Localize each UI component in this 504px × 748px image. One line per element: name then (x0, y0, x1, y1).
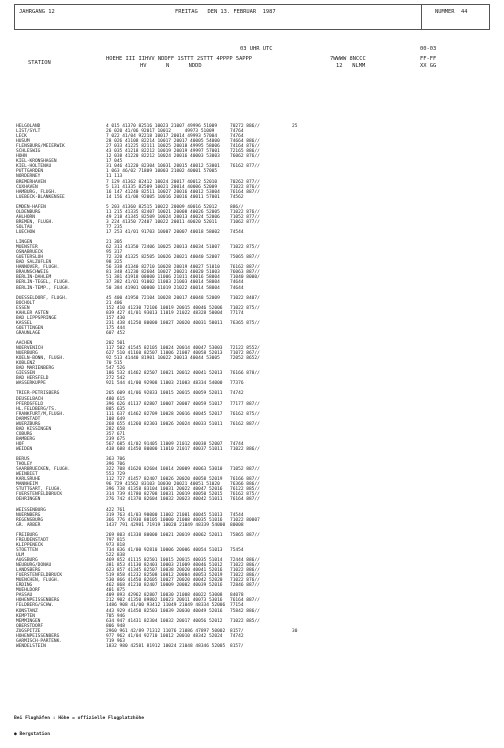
extra-codes: 74742 (230, 391, 244, 397)
extra-codes: 74562 (230, 194, 244, 200)
year-label: JAHRGANG 12 (19, 9, 55, 15)
station-name: BAD KISSINGEN (16, 426, 52, 432)
extra-codes: 76063 887// (230, 270, 260, 276)
observation-codes: 112 727 41457 82407 10026 20020 40058 52019 (106, 477, 223, 483)
observation-codes: 627 510 41160 82507 11006 21007 40058 52013 (106, 351, 223, 357)
extra-codes: 71072 867// (230, 351, 260, 357)
period-code: 00-03 (420, 46, 437, 52)
observation-codes: 77 235 (106, 224, 123, 230)
station-name: WENDELSTEIN (16, 643, 46, 649)
extra-codes: 71022 875// (230, 245, 260, 251)
observation-codes: 157 430 (106, 315, 125, 321)
station-name: REGENSBURG (16, 517, 44, 523)
observation-codes: 469 852 41115 82501 10015 20015 40035 51014 (106, 558, 223, 564)
extra-codes: 74544 (230, 229, 244, 235)
station-name: GARMISCH-PARTENK. (16, 638, 63, 644)
observation-codes: 265 609 41/06 92833 10015 20015 40059 52011 (106, 391, 223, 397)
extra-codes: 76164 887// (230, 598, 260, 604)
extra-codes: 75842 886// (230, 608, 260, 614)
observation-codes: 62 313 41350 72406 10025 20013 40034 51007 (106, 245, 220, 251)
station-name: ESSEN (16, 305, 30, 311)
station-name: MUENSTER (16, 245, 38, 251)
station-name: LANDSBERG (16, 568, 41, 574)
observation-codes: 314 739 41780 82708 10031 20019 40050 52015 (106, 492, 223, 498)
extra-codes: 75454 (230, 547, 244, 553)
extra-codes: 76162 875// (230, 492, 260, 498)
observation-codes: 31 046 41220 82304 10031 20015 40012 53001 (106, 164, 220, 170)
observation-codes: 56 338 41340 82710 10028 20019 40027 51010 (106, 265, 220, 271)
extra-codes: 74544 (230, 512, 244, 518)
table-row (14, 644, 490, 649)
station-name: WEISSENBURG (16, 507, 46, 513)
extra-codes: 76164 887// (230, 497, 260, 503)
extra-codes: 71022 886// (230, 447, 260, 452)
observation-codes: 734 836 41/00 92810 10006 20006 40054 51013 (106, 547, 223, 553)
extra-codes: 8157/ (230, 628, 244, 634)
observation-codes: 111 637 41462 82709 10028 20016 40045 52017 (106, 411, 223, 417)
station-name: KOBLENZ (16, 361, 35, 367)
extra-codes: 71052 877// (230, 214, 260, 220)
extra-codes: 74742 (230, 633, 244, 639)
station-name: GIESSEN (16, 371, 35, 377)
observation-codes: 16 147 41240 82511 10027 20016 40012 53004 (106, 189, 220, 195)
station-name: FLENSBURG/MEIERWIK (16, 144, 65, 150)
station-name: EMDEN-HAFEN (16, 204, 46, 210)
observation-codes: 49 218 41345 82509 10024 20013 40024 52006 (106, 214, 220, 220)
station-name: KASSEL (16, 320, 33, 326)
extra-codes: 71052 887// (230, 467, 260, 473)
station-name: NUERBURG (16, 351, 38, 357)
station-name: FELDBERG/SCHW. (16, 603, 54, 609)
extra-codes: 72165 886// (230, 149, 260, 155)
observation-codes: 2960 961 42/89 71312 11076 21086 47897 50002 (106, 628, 226, 634)
observation-codes: 272 542 (106, 376, 125, 382)
observation-codes: 117 502 41545 82105 10024 20014 40047 53003 (106, 346, 223, 352)
observation-codes: 27 033 41225 82111 10025 20018 49995 58006 (106, 144, 220, 150)
station-name: THOLEY (16, 462, 33, 468)
extra-codes: 76162 877// (230, 164, 260, 170)
extra-codes: 76365 875// (230, 320, 260, 326)
station-name: BREMERHAVEN (16, 179, 46, 185)
observation-codes: 276 742 41370 82604 10032 20023 40042 51011 (106, 497, 223, 503)
observation-codes: 50 384 41901 00000 11019 21022 40014 58004 (106, 285, 220, 291)
observation-codes: 108 649 (106, 416, 125, 422)
station-name: BAD MARIENBERG (16, 366, 54, 372)
station-name: GR. ARBER (16, 522, 41, 528)
station-name: GUETERSLOH (16, 255, 44, 261)
extra-codes: 71022 876// (230, 184, 260, 190)
report-date: FREITAG DEN 13. FEBRUAR 1987 (175, 9, 276, 15)
extra-codes: 71022 886// (230, 563, 260, 569)
station-table (14, 124, 490, 649)
station-name: HOHN (16, 154, 27, 160)
observation-codes: 357 671 (106, 431, 125, 437)
extra-codes: 71040 8000/ (230, 275, 260, 281)
extra-codes: 71022 80007 (230, 517, 260, 523)
observation-codes: 401 875 (106, 588, 125, 594)
report-header-box (14, 4, 490, 30)
station-name: HOHENPEISSENBERG (16, 633, 60, 639)
gust-value: 30 (292, 628, 298, 634)
extra-codes: 74764 (230, 129, 244, 135)
station-name: NOERVENICH (16, 346, 44, 352)
gust-code: XX GG (420, 63, 437, 69)
observation-codes: 805 635 (106, 406, 125, 412)
station-name: COBURG (16, 431, 33, 437)
station-name: MANNHEIM (16, 482, 38, 488)
station-name: FREIBURG (16, 532, 38, 538)
right-columns-line1: 7WWWW 8NCCC (330, 56, 366, 62)
station-name: FUERSTENFELDBRUCK (16, 492, 63, 498)
extra-codes: 76166 878// (230, 371, 260, 377)
extra-codes: 74164 876// (230, 144, 260, 150)
extra-codes: 74664 886// (230, 139, 260, 145)
station-name: BAMBERG (16, 436, 35, 442)
observation-codes: 443 929 41450 82503 10039 20030 40049 52016 (106, 608, 223, 614)
station-name: BAD HERSFELD (16, 376, 49, 382)
extra-codes: 71062 877// (230, 219, 260, 225)
station-name: NORDERNEY (16, 174, 41, 180)
station-name: BRAUNSCHWEIG (16, 270, 49, 276)
extra-codes: 77174 (230, 310, 244, 316)
observation-codes: 186 532 41462 82507 10021 20012 40041 52013 (106, 371, 223, 377)
extra-codes: 77376 (230, 381, 244, 387)
station-name: TRIER-PETRISBERG (16, 391, 60, 397)
station-name: ULM (16, 552, 25, 558)
observation-codes: 26 020 41/06 92017 10012 49973 51009 (106, 129, 215, 135)
observation-codes: 797 815 (106, 537, 125, 543)
station-name: DARMSTADT (16, 416, 41, 422)
extra-codes: 74764 (230, 134, 244, 140)
station-name: FRANKFURT/M,FLUGH. (16, 411, 65, 417)
extra-codes: 80008 (230, 522, 244, 528)
station-name: KONSTANZ (16, 608, 38, 614)
extra-codes: 74644 (230, 280, 244, 286)
observation-codes: 462 868 41210 82407 10009 20002 40039 52016 (106, 583, 223, 589)
station-name: CUXHAVEN (16, 184, 38, 190)
columns-header-line2: HV N NDDD (140, 63, 202, 69)
observation-codes: 1437 791 42981 71919 10028 21049 48339 54000 (106, 522, 226, 528)
station-name: FUERSTENFELDBRUCK (16, 573, 63, 579)
observation-codes: 269 803 41338 80000 10021 20019 40062 52011 (106, 532, 223, 538)
station-name: BERLIN-TEGEL, FLUGH. (16, 280, 71, 286)
station-name: STUTTGART, FLUGH. (16, 487, 63, 493)
wind-code: FF-FF (420, 56, 437, 62)
extra-codes: 76162 875// (230, 411, 260, 417)
observation-codes: 553 729 (106, 472, 125, 478)
observation-codes: 95 317 (106, 250, 123, 256)
extra-codes: 75865 887// (230, 532, 260, 538)
observation-codes: 4 015 41370 82516 10023 21007 49996 51009 (106, 124, 218, 129)
observation-codes: 14 156 41/08 92005 10016 20016 40011 57001 (106, 194, 220, 200)
station-name: GRAUNLAGE (16, 330, 41, 336)
observation-codes: 319 763 41/03 90000 11002 21001 40045 51013 (106, 512, 223, 518)
observation-codes: 719 963 (106, 638, 125, 644)
extra-codes: 76062 876// (230, 154, 260, 160)
station-name: ERDING (16, 583, 33, 589)
station-name: SCHLESWIG (16, 149, 41, 155)
observation-codes: 7 129 41362 82412 10024 20017 40012 52010 (106, 179, 218, 185)
observation-codes: 806 948 (106, 623, 125, 629)
station-name: HOHENPEISSENBERG (16, 598, 60, 604)
station-name: OEHRINGEN (16, 497, 41, 503)
station-name: BAD SALZUFLEN (16, 260, 52, 266)
station-column-label: STATION (28, 60, 51, 66)
extra-codes: 76162 887// (230, 265, 260, 271)
station-name: NUERNBERG (16, 512, 41, 518)
observation-codes: 96 729 41562 83103 10030 20021 40051 51020 (106, 482, 220, 488)
station-name: LECK (16, 134, 27, 140)
station-name: BERLIN-TEMP., FLUGH. (16, 285, 71, 291)
station-name: KOELN-BONN, FLUGH. (16, 356, 65, 362)
observation-codes: 381 853 41130 82403 10003 21009 40046 51012 (106, 563, 223, 569)
station-name: ZUGSPITZE (16, 628, 41, 634)
observation-codes: 519 858 41232 82508 10012 20004 40053 52019 (106, 573, 223, 579)
observation-codes: 21 406 (106, 300, 123, 306)
issue-number: NUMMER 44 (435, 9, 468, 15)
extra-codes: 74744 (230, 441, 244, 447)
station-name: SOLTAU (16, 224, 33, 230)
observation-codes: 522 838 (106, 552, 125, 558)
station-name: HUSUM (16, 139, 30, 145)
observation-codes: 239 675 (106, 436, 125, 442)
extra-codes: 71022 875// (230, 305, 260, 311)
station-name: WEIDEN (16, 447, 33, 452)
observation-codes: 480 615 (106, 396, 125, 402)
extra-codes: 71022 886// (230, 573, 260, 579)
station-name: FREUDENSTADT (16, 537, 49, 543)
extra-codes: 72444 886// (230, 558, 260, 564)
observation-codes: 51 381 41918 00000 11006 21011 40016 58004 (106, 275, 220, 281)
observation-codes: 322 708 41620 82604 10014 20009 40063 53010 (106, 467, 223, 473)
header-divider (421, 5, 422, 29)
extra-codes: 75065 887// (230, 255, 260, 261)
observation-codes: 17 045 (106, 159, 123, 165)
observation-codes: 567 685 41/02 91405 11009 21012 40038 52007 (106, 441, 223, 447)
extra-codes: 76162 887// (230, 421, 260, 427)
station-name: DEUSELBACH (16, 396, 44, 402)
station-name: HL.FELDBERG/TS. (16, 406, 57, 412)
observation-codes: 175 444 (106, 325, 125, 331)
observation-codes: 202 501 (106, 341, 125, 347)
observation-codes: 282 658 (106, 426, 125, 432)
observation-codes: 530 866 41450 82605 10027 20020 40042 52020 (106, 578, 223, 584)
footer-note-airports: Bei Flughäfen : Höhe = offizielle Flugplatzhöhe (14, 716, 144, 722)
extra-codes: 76164 887// (230, 189, 260, 195)
observation-codes: 92 513 41440 81901 10022 20013 40044 53005 (106, 356, 220, 362)
extra-codes: 8157/ (230, 643, 244, 649)
time-label: 03 UHR UTC (240, 46, 273, 52)
observation-codes: 921 544 41/00 92908 11003 21003 48334 54000 (106, 381, 223, 387)
extra-codes: 74644 (230, 285, 244, 291)
extra-codes: 71022 876// (230, 209, 260, 215)
station-name: KAHLER ASTEN (16, 310, 49, 316)
station-name: MEMMINGEN (16, 618, 41, 624)
observation-codes: 212 902 41350 89802 10023 20011 40073 53016 (106, 598, 223, 604)
station-name: PFERDSFELD (16, 401, 44, 407)
station-name: NEUBURG/DONAU (16, 563, 52, 569)
station-name: LUECHOW (16, 229, 35, 235)
station-name: HOF (16, 441, 25, 447)
station-name: WEINBIET (16, 472, 38, 478)
station-name: BERLIN-DAHLEM (16, 275, 52, 281)
station-name: DUESSELDORF, FLUGH. (16, 295, 68, 301)
observation-codes: 634 947 41431 82304 10032 20017 40056 52012 (106, 618, 223, 624)
columns-header-line1: HOEHE III IIHVV NDDFF 1STTT 2STTT 4PPPP 5APPP (106, 56, 253, 62)
observation-codes: 438 688 41450 80000 11010 21017 40037 51011 (106, 447, 223, 452)
station-name: PASSAU (16, 593, 33, 599)
observation-codes: 45 400 41950 72104 10028 20017 40048 52009 (106, 295, 220, 301)
extra-codes: 71022 8407/ (230, 295, 260, 301)
station-name: MUENCHEN, FLUGH. (16, 578, 60, 584)
observation-codes: 5 131 41335 82509 10021 20014 40006 52009 (106, 184, 218, 190)
station-name: HANNOVER, FLUGH. (16, 265, 60, 271)
observation-codes: 607 452 (106, 330, 125, 336)
station-name: KARLSRUHE (16, 477, 41, 483)
station-name: STOETTEN (16, 547, 38, 553)
station-name: HAMBURG, FLUGH. (16, 189, 57, 195)
extra-codes: 77154 (230, 603, 244, 609)
observation-codes: 231 438 41250 80000 10027 20020 40031 50011 (106, 320, 223, 326)
observation-codes: 5 203 41360 82515 10022 20009 40016 52012 (106, 204, 218, 210)
observation-codes: 3 224 41350 72407 10022 20011 40020 52011 (106, 219, 218, 225)
station-name: GOETTINGEN (16, 325, 44, 331)
observation-codes: 396 626 41137 82807 10007 20007 40059 51017 (106, 401, 223, 407)
observation-codes: 977 962 41/04 92710 10012 20010 48342 52024 (106, 633, 223, 639)
gust-value: 25 (292, 124, 298, 129)
observation-codes: 1 063 46/02 71809 10003 21002 40001 57005 (106, 169, 218, 175)
station-name: BERUS (16, 457, 30, 463)
station-name: WASSERKUPPE (16, 381, 46, 387)
observation-codes: 11 113 (106, 174, 123, 180)
extra-codes: 72052 8652/ (230, 356, 260, 362)
observation-codes: 547 526 (106, 366, 125, 372)
station-name: WUERZBURG (16, 421, 41, 427)
observation-codes: 81 348 41230 82604 10027 20021 40020 51003 (106, 270, 220, 276)
station-name: PUTTGARDEN (16, 169, 44, 175)
observation-codes: 7 022 41/04 92218 10017 20014 49993 57004 (106, 134, 218, 140)
observation-codes: 37 382 41/01 91002 11003 21003 40014 58004 (106, 280, 220, 286)
station-name: OBERSTDORF (16, 623, 44, 629)
extra-codes: 76366 886// (230, 482, 260, 488)
observation-codes: 422 761 (106, 507, 125, 513)
station-name: OSNABRUECK (16, 250, 44, 256)
observation-codes: 11 215 41335 82407 10021 20008 40026 52005 (106, 209, 220, 215)
station-name: LINGEN (16, 240, 33, 246)
observation-codes: 363 706 (106, 457, 125, 463)
extra-codes: 76166 887// (230, 477, 260, 483)
extra-codes: 70272 886// (230, 124, 260, 129)
extra-codes: 886// (230, 204, 244, 210)
station-name: BREMEN, FLUGH. (16, 219, 54, 225)
footer-note-mountain: ● Bergstation (14, 732, 50, 738)
extra-codes: 84078 (230, 593, 244, 599)
station-name: KIEL-KRONSHAGEN (16, 159, 57, 165)
station-name: KIEL-HOLTENAU (16, 164, 52, 170)
observation-codes: 12 038 41220 82212 10024 20016 40003 53003 (106, 154, 220, 160)
station-name: AHLHORN (16, 214, 35, 220)
observation-codes: 268 655 41260 82303 10026 20024 40033 51011 (106, 421, 223, 427)
station-name: BOCHOLT (16, 300, 35, 306)
right-columns-line2: 12 NLMM (336, 63, 366, 69)
station-name: LIST/SYLT (16, 129, 41, 135)
observation-codes: 43 035 41218 82212 10019 20019 49997 57001 (106, 149, 220, 155)
station-name: SAARBRUECKEN, FLUGH. (16, 467, 71, 473)
observation-codes: 28 026 41108 82214 10017 20017 40005 54000 (106, 139, 220, 145)
extra-codes: 70262 877// (230, 179, 260, 185)
station-name: MUEHLDORF (16, 588, 41, 594)
observation-codes: 973 818 (106, 542, 125, 548)
station-name: BAD LIPPSPRINGE (16, 315, 57, 321)
extra-codes: 72122 8552/ (230, 346, 260, 352)
observation-codes: 396 738 41358 83104 10031 20022 40047 52016 (106, 487, 223, 493)
extra-codes: 71022 886// (230, 568, 260, 574)
station-name: KLIPPENECK (16, 542, 44, 548)
observation-codes: 623 857 41345 82507 10038 20020 40041 52016 (106, 568, 223, 574)
observation-codes: 409 893 42962 82807 10030 21008 40022 53008 (106, 593, 223, 599)
station-name: KEMPTEN (16, 613, 35, 619)
observation-codes: 72 320 41325 82505 10026 20021 40040 52007 (106, 255, 220, 261)
report-footer (14, 706, 144, 748)
station-name: LUEBECK-BLANKENSEE (16, 194, 65, 200)
observation-codes: 152 410 41230 72106 10019 20015 40046 52006 (106, 305, 223, 311)
observation-codes: 70 515 (106, 361, 123, 367)
extra-codes: 71022 876// (230, 578, 260, 584)
observation-codes: 1832 980 42581 81912 10024 21048 48346 52005 (106, 643, 226, 649)
station-name: HELGOLAND (16, 124, 41, 129)
extra-codes: 77177 887// (230, 401, 260, 407)
observation-codes: 1486 908 41/00 93412 11049 21049 48334 52006 (106, 603, 226, 609)
observation-codes: 396 706 (106, 462, 125, 468)
observation-codes: 705 946 (106, 613, 125, 619)
extra-codes: 71022 885// (230, 618, 260, 624)
observation-codes: 839 427 41/01 93013 11019 21022 48328 50004 (106, 310, 223, 316)
observation-codes: 21 305 (106, 240, 123, 246)
observation-codes: 366 776 41930 80105 10000 21008 40035 51016 (106, 517, 223, 523)
observation-codes: 98 325 (106, 260, 123, 266)
station-name: OLDENBURG (16, 209, 41, 215)
extra-codes: 76122 885// (230, 487, 260, 493)
extra-codes: 72846 887// (230, 583, 260, 589)
station-name: AUGSBURG (16, 558, 38, 564)
station-name: AACHEN (16, 341, 33, 347)
observation-codes: 17 253 41/01 91703 10007 20007 40018 58002 (106, 229, 220, 235)
